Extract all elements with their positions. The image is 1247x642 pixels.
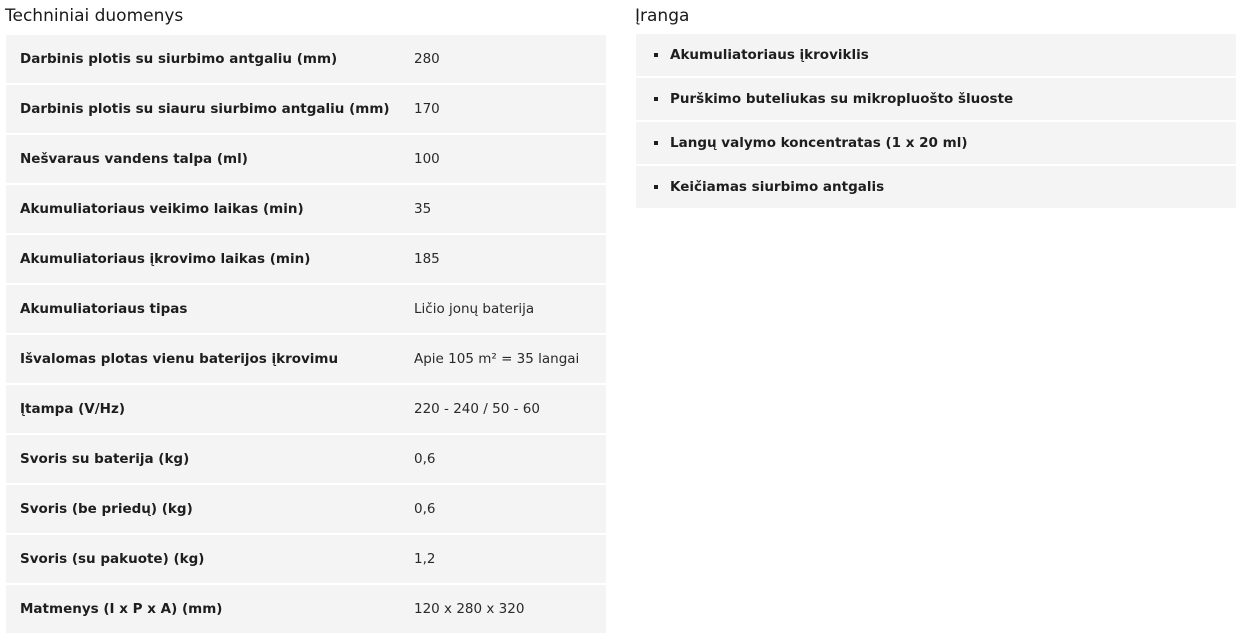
- spec-label: Nešvaraus vandens talpa (ml): [6, 134, 410, 184]
- table-row: [6, 384, 606, 434]
- spec-label: Įtampa (V/Hz): [6, 384, 410, 434]
- table-row: [6, 234, 606, 284]
- table-row: [6, 334, 606, 384]
- spec-label: Akumuliatoriaus tipas: [6, 284, 410, 334]
- spec-value: 35: [410, 184, 606, 234]
- spec-label: Akumuliatoriaus įkrovimo laikas (min): [6, 234, 410, 284]
- equipment-item-label: Akumuliatoriaus įkroviklis: [670, 47, 869, 63]
- table-row: [6, 84, 606, 134]
- table-row: [6, 35, 606, 84]
- equipment-list: [636, 34, 1236, 210]
- spec-label: Darbinis plotis su siurbimo antgaliu (mm): [6, 35, 410, 84]
- spec-value: 170: [410, 84, 606, 134]
- list-item: [636, 78, 1236, 120]
- spec-label: Svoris su baterija (kg): [6, 434, 410, 484]
- list-item: [636, 34, 1236, 76]
- spec-label: Matmenys (I x P x A) (mm): [6, 584, 410, 634]
- table-row: [6, 184, 606, 234]
- table-row: [6, 534, 606, 584]
- table-row: [6, 284, 606, 334]
- spec-value: 120 x 280 x 320: [410, 584, 606, 634]
- table-row: [6, 484, 606, 534]
- equipment-title: Įranga: [635, 6, 690, 26]
- spec-value: Apie 105 m² = 35 langai: [410, 334, 606, 384]
- spec-value: Ličio jonų baterija: [410, 284, 606, 334]
- table-row: [6, 434, 606, 484]
- list-item: [636, 122, 1236, 164]
- spec-value: 100: [410, 134, 606, 184]
- spec-label: Svoris (be priedų) (kg): [6, 484, 410, 534]
- spec-value: 0,6: [410, 484, 606, 534]
- table-row: [6, 134, 606, 184]
- equipment-item-label: Keičiamas siurbimo antgalis: [670, 179, 885, 195]
- spec-value: 1,2: [410, 534, 606, 584]
- spec-label: Svoris (su pakuote) (kg): [6, 534, 410, 584]
- bullet-icon: [654, 97, 658, 101]
- equipment-item-label: Purškimo buteliukas su mikropluošto šluoste: [670, 91, 1014, 107]
- technical-data-title: Techniniai duomenys: [5, 6, 184, 26]
- spec-value: 220 - 240 / 50 - 60: [410, 384, 606, 434]
- spec-value: 0,6: [410, 434, 606, 484]
- spec-label: Išvalomas plotas vienu baterijos įkrovimu: [6, 334, 410, 384]
- bullet-icon: [654, 53, 658, 57]
- table-row: [6, 584, 606, 634]
- spec-value: 185: [410, 234, 606, 284]
- spec-value: 280: [410, 35, 606, 84]
- spec-label: Akumuliatoriaus veikimo laikas (min): [6, 184, 410, 234]
- bullet-icon: [654, 141, 658, 145]
- spec-label: Darbinis plotis su siauru siurbimo antgaliu (mm): [6, 84, 410, 134]
- technical-data-table: [6, 35, 606, 635]
- list-item: [636, 166, 1236, 208]
- bullet-icon: [654, 185, 658, 189]
- equipment-item-label: Langų valymo koncentratas (1 x 20 ml): [670, 135, 968, 151]
